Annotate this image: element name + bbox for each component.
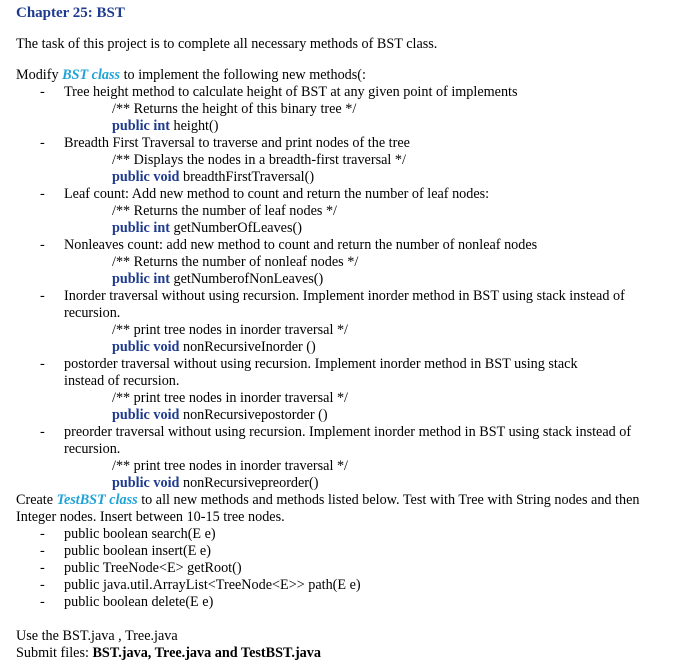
task-item-postorder — [16, 356, 676, 424]
task-item-inorder — [16, 288, 676, 356]
bullet-glyph: - — [40, 424, 45, 440]
spacer — [16, 611, 676, 628]
signature-name: height() — [169, 118, 219, 134]
task-comment: /** print tree nodes in inorder traversal */ — [112, 322, 348, 338]
signature-name: getNumberofNonLeaves() — [169, 271, 324, 287]
method-signature: public boolean delete(E e) — [64, 594, 214, 610]
task-comment: /** print tree nodes in inorder traversal */ — [112, 390, 348, 406]
signature-name: nonRecursiveInorder () — [179, 339, 316, 355]
modify-paragraph — [16, 67, 676, 84]
task-text: Tree height method to calculate height of BST at any given point of implements — [64, 84, 518, 100]
submit-prefix: Submit files: — [16, 645, 93, 661]
task-text: preorder traversal without using recursion. Implement inorder method in BST using stack instead of recursion. — [64, 424, 632, 457]
task-signature — [16, 271, 676, 288]
task-comment: /** Displays the nodes in a breadth-first traversal */ — [112, 152, 406, 168]
task-comment: /** Returns the height of this binary tree */ — [112, 101, 357, 117]
signature-keyword: public int — [112, 220, 170, 236]
bullet-glyph: - — [40, 577, 45, 593]
task-signature — [16, 118, 676, 135]
task-comment: /** Returns the number of nonleaf nodes */ — [112, 254, 359, 270]
method-item — [16, 560, 676, 577]
use-files-line: Use the BST.java , Tree.java — [16, 628, 178, 644]
signature-name: nonRecursivepostorder () — [179, 407, 328, 423]
task-item-preorder — [16, 424, 676, 492]
submit-files-line — [16, 645, 676, 662]
method-item — [16, 577, 676, 594]
signature-keyword: public void — [112, 339, 180, 355]
task-item-height — [16, 84, 676, 135]
modify-prefix: Modify — [16, 67, 63, 83]
task-text: Breadth First Traversal to traverse and print nodes of the tree — [64, 135, 410, 151]
create-paragraph — [16, 492, 656, 526]
task-signature — [16, 475, 676, 492]
bullet-glyph: - — [40, 356, 45, 372]
task-signature — [16, 169, 676, 186]
task-text: Leaf count: Add new method to count and return the number of leaf nodes: — [64, 186, 490, 202]
task-signature — [16, 407, 676, 424]
method-signature: public java.util.ArrayList<TreeNode<E>> path(E e) — [64, 577, 361, 593]
task-comment: /** Returns the number of leaf nodes */ — [112, 203, 337, 219]
bullet-glyph: - — [40, 288, 45, 304]
bullet-glyph: - — [40, 186, 45, 202]
bullet-glyph: - — [40, 543, 45, 559]
method-item — [16, 594, 676, 611]
testbst-class-name: TestBST class — [56, 492, 138, 508]
task-comment: /** print tree nodes in inorder traversal */ — [112, 458, 348, 474]
method-item — [16, 526, 676, 543]
task-signature — [16, 220, 676, 237]
method-signature: public boolean insert(E e) — [64, 543, 211, 559]
submit-file-names: BST.java, Tree.java and TestBST.java — [92, 645, 321, 661]
signature-keyword: public void — [112, 407, 180, 423]
task-text: Inorder traversal without using recursion. Implement inorder method in BST using stack instead of recursion. — [64, 288, 625, 321]
bullet-glyph: - — [40, 237, 45, 253]
task-item-nonleaf-count — [16, 237, 676, 288]
bst-class-name: BST class — [62, 67, 121, 83]
document-page — [16, 0, 676, 662]
bullet-glyph: - — [40, 84, 45, 100]
bullet-glyph: - — [40, 526, 45, 542]
bullet-glyph: - — [40, 135, 45, 151]
task-item-breadth-first — [16, 135, 676, 186]
method-signature: public TreeNode<E> getRoot() — [64, 560, 242, 576]
signature-keyword: public void — [112, 475, 180, 491]
chapter-title: Chapter 25: BST — [16, 5, 125, 21]
method-signature: public boolean search(E e) — [64, 526, 216, 542]
signature-name: getNumberOfLeaves() — [169, 220, 302, 236]
task-list — [16, 84, 676, 492]
modify-suffix: to implement the following new methods(: — [120, 67, 366, 83]
bullet-glyph: - — [40, 594, 45, 610]
signature-keyword: public void — [112, 169, 180, 185]
bullet-glyph: - — [40, 560, 45, 576]
signature-name: nonRecursivepreorder() — [179, 475, 319, 491]
task-text: Nonleaves count: add new method to count and return the number of nonleaf nodes — [64, 237, 538, 253]
method-item — [16, 543, 676, 560]
signature-keyword: public int — [112, 118, 170, 134]
task-text: postorder traversal without using recursion. Implement inorder method in BST using stack instead of recursion. — [64, 356, 578, 389]
signature-keyword: public int — [112, 271, 170, 287]
method-list — [16, 526, 676, 611]
intro-paragraph: The task of this project is to complete all necessary methods of BST class. — [16, 36, 438, 52]
task-signature — [16, 339, 676, 356]
create-prefix: Create — [16, 492, 57, 508]
task-item-leaf-count — [16, 186, 676, 237]
create-suffix: to all new methods and methods listed below. Test with Tree with String nodes and then Integer nodes. Insert between 10-15 tree nodes. — [16, 492, 640, 525]
signature-name: breadthFirstTraversal() — [179, 169, 315, 185]
